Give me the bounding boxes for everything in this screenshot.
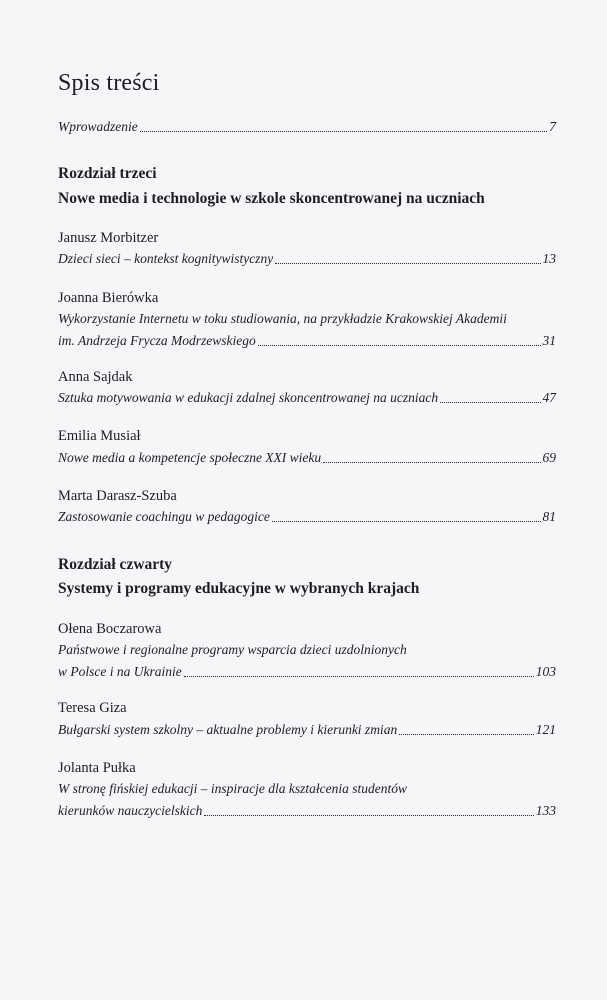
entry-title: W stronę fińskiej edukacji – inspiracje dla kształcenia studentów	[58, 781, 407, 796]
page-number: 13	[542, 251, 556, 266]
dot-leader	[323, 461, 540, 463]
dot-leader	[272, 520, 541, 522]
dot-leader	[140, 130, 548, 132]
chapter-label: Rozdział czwarty	[58, 556, 173, 573]
page-number: 31	[542, 333, 556, 348]
page-number: 121	[535, 722, 556, 737]
entry-title: Wykorzystanie Internetu w toku studiowania, na przykładzie Krakowskiej Akademii	[58, 311, 507, 326]
entry-title: Nowe media a kompetencje społeczne XXI wieku	[58, 450, 322, 465]
toc-entry[interactable]	[58, 447, 556, 469]
page-number: 7	[549, 119, 556, 134]
chapter-title: Systemy i programy edukacyjne w wybranych krajach	[58, 580, 420, 597]
toc-entry[interactable]	[58, 778, 556, 822]
entry-author: Marta Darasz-Szuba	[58, 488, 177, 504]
dot-leader	[204, 814, 533, 816]
entry-title-cont: w Polsce i na Ukrainie	[58, 664, 182, 679]
toc-entry[interactable]	[58, 308, 556, 352]
entry-title-cont: im. Andrzeja Frycza Modrzewskiego	[58, 333, 256, 348]
toc-entry[interactable]	[58, 639, 556, 683]
dot-leader	[258, 344, 541, 346]
page-number: 103	[535, 664, 556, 679]
entry-author: Jolanta Pułka	[58, 760, 136, 776]
toc-entry[interactable]	[58, 506, 556, 528]
dot-leader	[440, 401, 540, 403]
entry-title: Państwowe i regionalne programy wsparcia dzieci uzdolnionych	[58, 642, 407, 657]
entry-author: Ołena Boczarowa	[58, 621, 162, 637]
page-number: 81	[542, 509, 556, 524]
entry-author: Janusz Morbitzer	[58, 230, 159, 246]
entry-author: Teresa Giza	[58, 700, 127, 716]
entry-author: Joanna Bierówka	[58, 290, 159, 306]
entry-title-cont: kierunków nauczycielskich	[58, 803, 203, 818]
chapter-label: Rozdział trzeci	[58, 165, 157, 182]
entry-title: Wprowadzenie	[58, 119, 138, 134]
chapter-title: Nowe media i technologie w szkole skoncentrowanej na uczniach	[58, 190, 485, 207]
dot-leader	[275, 262, 540, 264]
page-number: 69	[542, 450, 556, 465]
entry-author: Emilia Musiał	[58, 428, 141, 444]
dot-leader	[399, 733, 534, 735]
entry-title: Dzieci sieci – kontekst kognitywistyczny	[58, 251, 274, 266]
dot-leader	[184, 675, 534, 677]
page-title: Spis treści	[58, 70, 160, 96]
entry-title: Zastosowanie coachingu w pedagogice	[58, 509, 270, 524]
page-number: 47	[542, 390, 556, 405]
toc-entry-intro[interactable]	[58, 116, 556, 138]
entry-title: Sztuka motywowania w edukacji zdalnej skoncentrowanej na uczniach	[58, 390, 439, 405]
entry-title: Bułgarski system szkolny – aktualne problemy i kierunki zmian	[58, 722, 398, 737]
page-number: 133	[535, 803, 556, 818]
entry-author: Anna Sajdak	[58, 369, 133, 385]
toc-entry[interactable]	[58, 248, 556, 270]
toc-entry[interactable]	[58, 719, 556, 741]
toc-entry[interactable]	[58, 387, 556, 409]
